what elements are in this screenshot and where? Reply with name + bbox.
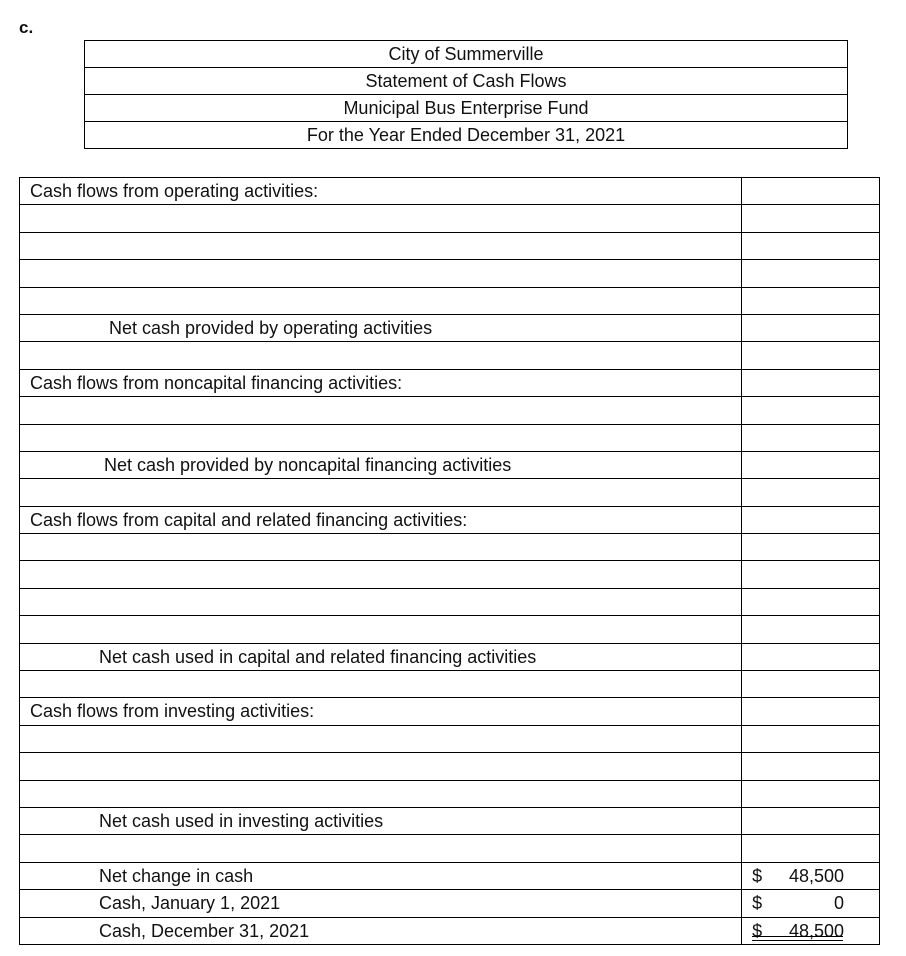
double-underline (752, 936, 843, 941)
net-change-label: Net change in cash (99, 865, 254, 886)
table-row (20, 890, 880, 917)
entity-name: City of Summerville (85, 41, 847, 68)
table-row (20, 616, 880, 643)
table-row (20, 671, 880, 698)
part-label: c. (19, 18, 34, 37)
table-row (20, 370, 880, 397)
table-row (20, 397, 880, 424)
cash-begin-label: Cash, January 1, 2021 (99, 893, 281, 914)
dollar-sign: $ (752, 920, 763, 941)
table-row (20, 698, 880, 725)
fund-name: Municipal Bus Enterprise Fund (85, 95, 847, 122)
table-row (20, 233, 880, 260)
table-row (20, 260, 880, 287)
table-row (20, 726, 880, 753)
table-row (20, 205, 880, 232)
table-row (20, 479, 880, 506)
net-change-amount: 48,500 (788, 865, 844, 886)
dollar-sign: $ (752, 865, 763, 886)
table-row (20, 753, 880, 780)
table-row (20, 561, 880, 588)
capital-net: Net cash used in capital and related financing activities (99, 646, 537, 667)
table-row (20, 808, 880, 835)
statement-title: Statement of Cash Flows (85, 68, 847, 95)
investing-net: Net cash used in investing activities (99, 810, 384, 831)
cash-flow-table (19, 177, 880, 945)
operating-net: Net cash provided by operating activities (109, 317, 433, 338)
table-row (20, 918, 880, 945)
table-row (20, 342, 880, 369)
amount-cell (742, 178, 880, 204)
capital-heading: Cash flows from capital and related financing activities: (30, 509, 468, 530)
table-row (20, 863, 880, 890)
cash-begin-amount: 0 (833, 893, 844, 914)
statement-header (84, 40, 848, 149)
table-row (20, 835, 880, 862)
table-row (20, 781, 880, 808)
table-row (20, 315, 880, 342)
noncapital-heading: Cash flows from noncapital financing activities: (30, 372, 403, 393)
operating-heading: Cash flows from operating activities: (30, 181, 319, 201)
table-row (20, 507, 880, 534)
table-row (20, 589, 880, 616)
table-row (20, 288, 880, 315)
dollar-sign: $ (752, 893, 763, 914)
cash-end-label: Cash, December 31, 2021 (99, 920, 310, 941)
table-row (20, 534, 880, 561)
table-row (20, 644, 880, 671)
period: For the Year Ended December 31, 2021 (85, 122, 847, 149)
table-row (20, 425, 880, 452)
cash-end-amount: 48,500 (788, 920, 844, 941)
investing-heading: Cash flows from investing activities: (30, 701, 315, 722)
noncapital-net: Net cash provided by noncapital financing activities (104, 454, 512, 475)
table-row (20, 452, 880, 479)
table-row (20, 178, 880, 205)
